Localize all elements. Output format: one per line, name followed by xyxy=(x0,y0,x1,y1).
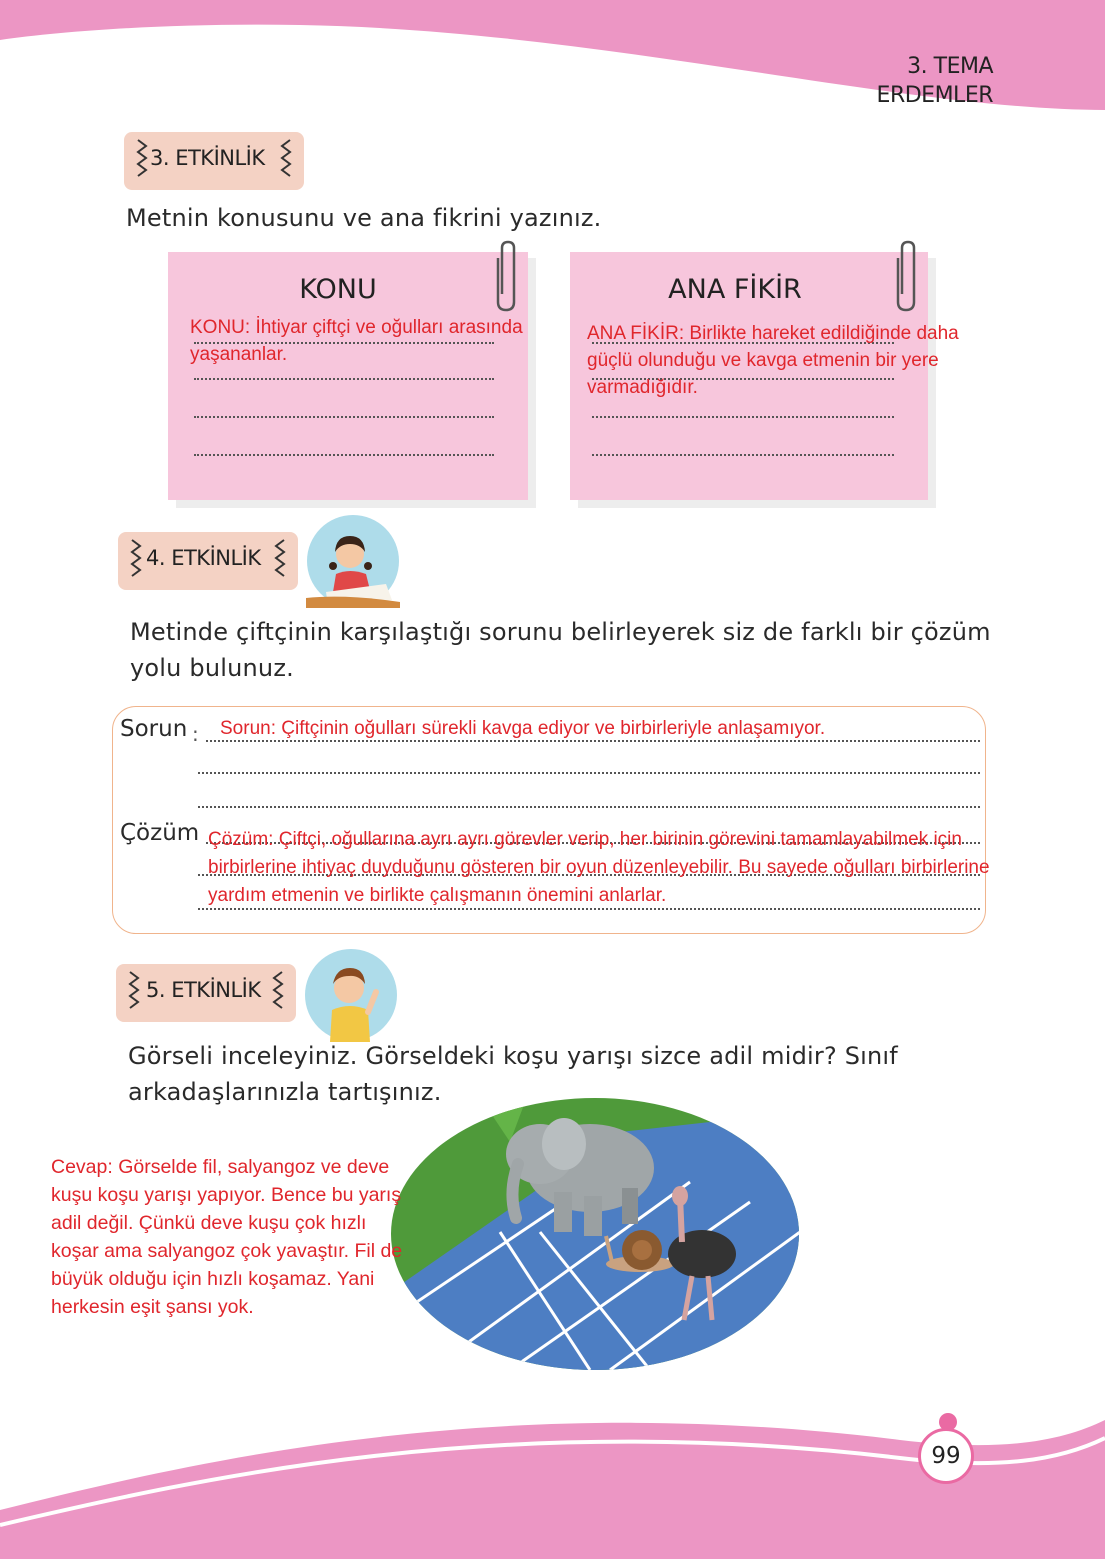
dotted-line xyxy=(198,806,980,808)
theme-number: 3. TEMA xyxy=(907,54,993,79)
sorun-answer: Sorun: Çiftçinin oğulları sürekli kavga ediyor ve birbirleriyle anlaşamıyor. xyxy=(220,718,826,739)
activity4-badge: 4. ETKİNLİK xyxy=(146,546,261,570)
race-illustration xyxy=(390,1092,800,1370)
konu-note xyxy=(168,252,528,500)
cozum-answer: Çözüm: Çiftçi, oğullarına ayrı ayrı görevler verip, her birinin görevini tamamlayabilmek için birbirlerine ihtiyaç duyduğunu gösteren bir oyun düzenleyebilir. Bu sayede oğulları birbirlerine yardım etmenin ve birlikte çalışmanın önemini anlarlar. xyxy=(208,829,990,906)
colon: : xyxy=(192,722,199,746)
theme-label xyxy=(877,52,993,110)
paperclip-icon xyxy=(892,238,920,314)
dotted-line xyxy=(592,454,894,456)
theme-name: ERDEMLER xyxy=(876,83,993,108)
page-number: 99 xyxy=(918,1428,974,1484)
dotted-line xyxy=(198,772,980,774)
dotted-line xyxy=(194,416,494,418)
konu-answer: KONU: İhtiyar çiftçi ve oğulları arasında yaşananlar. xyxy=(190,317,523,365)
cozum-label: Çözüm xyxy=(120,820,200,846)
anafikir-answer: ANA FİKİR: Birlikte hareket edildiğinde daha güçlü olunduğu ve kavga etmenin bir yere varmadığıdır. xyxy=(587,323,959,398)
activity5-instruction: Görseli inceleyiniz. Görseldeki koşu yarışı sizce adil midir? Sınıf arkadaşlarınızla tartışınız. xyxy=(128,1042,898,1106)
dotted-line xyxy=(194,378,494,380)
boy-thinking-icon xyxy=(304,948,398,1042)
activity3-instruction: Metnin konusunu ve ana fikrini yazınız. xyxy=(126,204,602,232)
activity5-badge: 5. ETKİNLİK xyxy=(146,978,261,1002)
anafikir-title: ANA FİKİR xyxy=(668,274,802,305)
activity5-answer: Cevap: Görselde fil, salyangoz ve deve kuşu koşu yarışı yapıyor. Bence bu yarış adil değil. Çünkü deve kuşu çok hızlı koşar ama salyangoz çok yavaştır. Fil de büyük olduğu için hızlı koşamaz. Yani herkesin eşit şansı yok. xyxy=(51,1156,403,1318)
activity3-badge: 3. ETKİNLİK xyxy=(150,146,265,170)
girl-writing-icon xyxy=(306,514,400,608)
paperclip-icon xyxy=(492,238,520,314)
konu-title: KONU xyxy=(299,274,377,305)
sorun-label: Sorun xyxy=(120,716,188,742)
dotted-line xyxy=(194,454,494,456)
activity4-instruction: Metinde çiftçinin karşılaştığı sorunu belirleyerek siz de farklı bir çözüm yolu bulunuz. xyxy=(130,618,991,682)
dotted-line xyxy=(592,416,894,418)
